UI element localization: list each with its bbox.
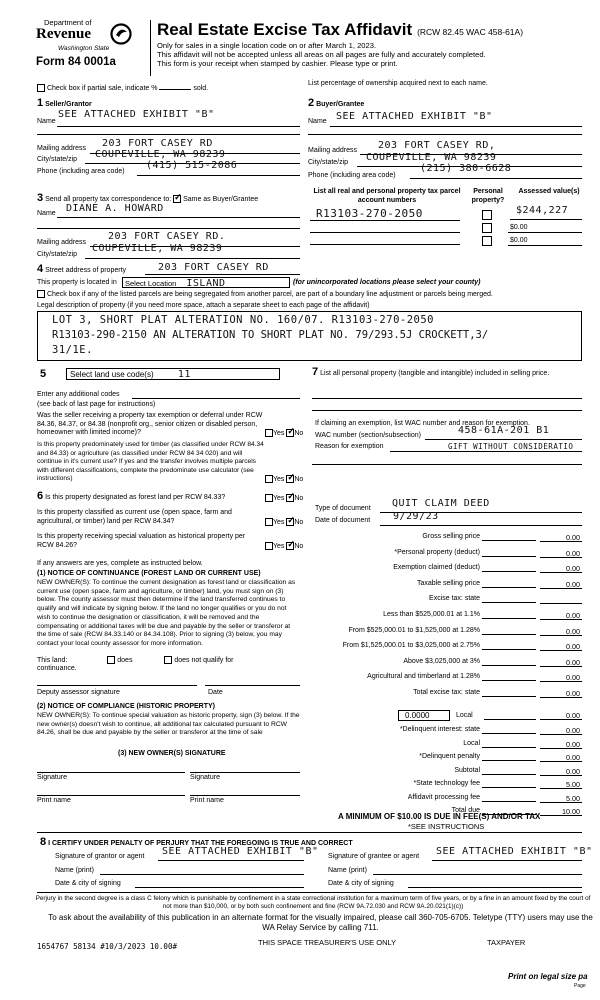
- forest-row: [37, 490, 225, 502]
- grantor-sig-value[interactable]: SEE ATTACHED EXHIBIT "B": [162, 846, 319, 857]
- located-label: This property is located in: [37, 279, 117, 286]
- doc-date-value[interactable]: 9/29/23: [393, 511, 439, 522]
- cashier-stamp: 1654767 58134 #10/3/2023 10.00#: [37, 942, 177, 951]
- grantor-name-label: Name (print): [55, 867, 94, 874]
- see-instructions: *SEE INSTRUCTIONS: [408, 822, 485, 831]
- correspondence-num: 3: [37, 192, 44, 204]
- tax-row-label: Subtotal: [454, 766, 480, 774]
- assessed-header: Assessed value(s): [518, 188, 580, 195]
- tax-row-label: From $525,000.01 to $1,525,000 at 1.28%: [348, 626, 480, 634]
- tax-row-leader: [482, 747, 536, 748]
- partial-sale-checkbox[interactable]: [37, 84, 45, 92]
- tax-row-value: 0.00: [566, 766, 580, 776]
- street-num: 4: [37, 263, 44, 275]
- buyer-name-label: Name: [308, 118, 327, 125]
- historic-no-label: No: [294, 542, 304, 550]
- segregated-checkbox[interactable]: [37, 290, 45, 298]
- partial-sale-label: Check box if partial sale, indicate %: [46, 84, 158, 92]
- tax-row-leader: [482, 760, 536, 761]
- seller-name-value[interactable]: SEE ATTACHED EXHIBIT "B": [58, 109, 215, 120]
- corr-city-label: City/state/zip: [37, 251, 78, 258]
- notice1-title: (1) NOTICE OF CONTINUANCE (FOREST LAND OR CURRENT USE): [37, 570, 261, 577]
- current-no-checkbox[interactable]: ✓: [287, 515, 295, 525]
- seller-city-value[interactable]: COUPEVILLE, WA 98239: [95, 149, 226, 160]
- street-label: Street address of property: [45, 267, 127, 274]
- historic-yes-label: Yes: [273, 542, 285, 550]
- segregated-label: Check box if any of the listed parcels are being segregated from another parcel, are part of a boundary line adjustment or parcels being merged.: [46, 290, 493, 298]
- tax-row-underline: [540, 557, 582, 558]
- form-title-block: [157, 20, 597, 68]
- personal-checkbox-3[interactable]: [482, 236, 492, 246]
- tax-row-leader: [482, 618, 536, 619]
- buyer-city-value[interactable]: COUPEVILLE, WA 98239: [366, 152, 497, 163]
- buyer-addr-label: Mailing address: [308, 147, 358, 154]
- same-as-buyer-checkbox[interactable]: ✓: [174, 192, 182, 203]
- corr-name-label: Name: [37, 210, 56, 217]
- tax-row-leader: [482, 571, 536, 572]
- exempt-yes-label: Yes: [273, 429, 285, 437]
- tax-row-value: 10.00: [562, 807, 580, 816]
- grantee-sig-value[interactable]: SEE ATTACHED EXHIBIT "B": [436, 846, 593, 857]
- notice2-title: (2) NOTICE OF COMPLIANCE (HISTORIC PROPERTY): [37, 703, 215, 710]
- personal-checkbox-2[interactable]: [482, 223, 492, 233]
- tax-row-value: 0.00: [566, 657, 580, 667]
- legal-label: Legal description of property (if you need more space, attach a separate sheet to each page of the affidavit): [37, 302, 370, 309]
- tax-row-label: Total due: [451, 807, 480, 814]
- tax-row-leader: [482, 602, 536, 603]
- doc-type-value[interactable]: QUIT CLAIM DEED: [392, 498, 490, 509]
- historic-yes-checkbox[interactable]: [265, 542, 273, 550]
- forest-yes-label: Yes: [273, 494, 285, 502]
- dept-line1: Department of: [44, 18, 92, 27]
- timber-no-checkbox[interactable]: ✓: [287, 472, 295, 482]
- legal-line-1: LOT 3, SHORT PLAT ALTERATION NO. 160/07. R13103-270-2050: [52, 314, 435, 326]
- deputy-date-label: Date: [208, 689, 223, 696]
- tax-row-label: Agricultural and timberland at 1.28%: [367, 673, 480, 681]
- tax-row-label: Less than $525,000.01 at 1.1%: [383, 611, 480, 618]
- seller-phone-value[interactable]: (415) 515-2086: [146, 160, 238, 171]
- timber-no-label: No: [294, 475, 304, 483]
- notice2-body: NEW OWNER(S): To continue special valuation as historic property, sign (3) below. If the new owner(s) doesn't wish to continue, all additional tax calculated pursuant to RCW 84.26, shall be due and payable by the seller or transferor at the time of sale: [37, 712, 300, 737]
- sec8-num: 8: [40, 836, 47, 848]
- historic-no-checkbox[interactable]: ✓: [287, 539, 295, 549]
- tax-row-value: 0.00: [566, 579, 580, 589]
- dor-swirl-icon: [110, 23, 132, 45]
- land-does-checkbox[interactable]: [107, 656, 115, 664]
- buyer-phone-label: Phone (including area code): [308, 172, 396, 179]
- buyer-city-label: City/state/zip: [308, 159, 349, 166]
- buyer-addr-value[interactable]: 203 FORT CASEY RD,: [378, 140, 496, 151]
- corr-addr-label: Mailing address: [37, 239, 87, 246]
- tax-row-value: 0.00: [566, 533, 580, 542]
- tax-row-leader: [482, 649, 536, 650]
- subtitle-1: Only for sales in a single location code on or after March 1, 2023.: [157, 41, 377, 50]
- continuance-label: continuance.: [37, 665, 77, 672]
- tax-row-leader: [482, 556, 536, 557]
- tax-row-value: 0.00: [566, 626, 580, 636]
- tax-row-label: Total excise tax: state: [413, 689, 480, 696]
- doc-date-label: Date of document: [315, 517, 371, 524]
- segregated-row: [37, 290, 493, 298]
- deputy-sig-label: Deputy assessor signature: [37, 689, 120, 696]
- seller-addr-value[interactable]: 203 FORT CASEY RD: [102, 138, 213, 149]
- tax-row-leader: [482, 733, 536, 734]
- page-label: Page: [574, 983, 586, 989]
- seller-phone-label: Phone (including area code): [37, 168, 125, 175]
- partial-sale-row: [37, 84, 208, 92]
- seller-num: 1: [37, 97, 44, 109]
- land-use-select[interactable]: [66, 368, 280, 380]
- tax-row-leader: [482, 634, 536, 635]
- buyer-num: 2: [308, 97, 315, 109]
- exempt-yes-checkbox[interactable]: [265, 429, 273, 437]
- tax-row-value: 0.00: [566, 726, 580, 735]
- tax-row-value: 0.00: [566, 611, 580, 620]
- local-rate-row: [398, 710, 473, 721]
- availability-notice: To ask about the availability of this publication in an alternate format for the visually impaired, please call 360-705-6705. Teletype (TTY) users may use the WA Relay Service by calling 711.: [48, 913, 593, 932]
- dept-line2: Revenue: [36, 26, 91, 42]
- tax-row-underline: [540, 734, 582, 735]
- sec6-num: 6: [37, 490, 44, 502]
- land-does-label: does: [117, 656, 133, 664]
- assessed-value-2[interactable]: $0.00: [510, 224, 528, 231]
- perjury-notice: Perjury in the second degree is a class C felony which is punishable by confinement in a state correctional institution for a maximum term of five years, or by a fine in an amount fixed by the court of not more than $10,000, or by both such confinement and fine (RCW 9A.72.030 and RCW 9A.20.021(1)(c)): [35, 895, 591, 910]
- personal-checkbox-1[interactable]: [482, 210, 492, 220]
- print-name2-label: Print name: [190, 797, 224, 804]
- list-percentage-note: List percentage of ownership acquired next to each name.: [308, 80, 488, 87]
- grantee-date-label: Date & city of signing: [328, 880, 394, 887]
- legal-description-box[interactable]: [37, 311, 582, 361]
- tax-row-label: Above $3,025,000 at 3%: [403, 657, 480, 665]
- reason-label: Reason for exemption: [315, 443, 384, 450]
- seller-addr-label: Mailing address: [37, 145, 87, 152]
- timber-yesno: [265, 472, 304, 483]
- tax-row-value: 0.00: [566, 689, 580, 698]
- tax-row-underline: [540, 748, 582, 749]
- grantee-sig-label: Signature of grantee or agent: [328, 853, 420, 860]
- tax-row-underline: [540, 775, 582, 776]
- tax-row-label: Affidavit processing fee: [407, 793, 480, 801]
- tax-row-label: Excise tax: state: [429, 595, 480, 603]
- certify-label: I CERTIFY UNDER PENALTY OF PERJURY THAT THE FOREGOING IS TRUE AND CORRECT: [48, 840, 353, 847]
- forest-question: Is this property designated as forest land per RCW 84.33?: [45, 494, 226, 501]
- tax-row-label: *State technology fee: [413, 780, 480, 787]
- assessed-value-3[interactable]: $0.00: [510, 237, 528, 244]
- tax-row-label: Exemption claimed (deduct): [393, 564, 480, 572]
- current-no-label: No: [294, 518, 304, 526]
- county-value: ISLAND: [186, 278, 226, 289]
- sec7-num: 7: [312, 366, 319, 378]
- tax-row-value: 0.00: [566, 548, 580, 558]
- this-land-row: [37, 656, 300, 664]
- tax-row-underline: [540, 761, 582, 762]
- historic-question: Is this property receiving special valuation as historical property per RCW 84.26?: [37, 533, 246, 549]
- print-name1-label: Print name: [37, 797, 71, 804]
- header-divider: [150, 20, 151, 76]
- corr-city-value[interactable]: COUPEVILLE, WA 98239: [92, 243, 223, 254]
- tax-row-underline: [540, 603, 582, 604]
- tax-row-label: Gross selling price: [422, 533, 480, 540]
- land-use-code: 11: [177, 369, 191, 380]
- street-value[interactable]: 203 FORT CASEY RD: [158, 262, 269, 273]
- street-row: [37, 263, 126, 275]
- local-rate-label: Local: [455, 712, 473, 720]
- forest-yes-checkbox[interactable]: [265, 494, 273, 502]
- current-yes-label: Yes: [273, 518, 285, 526]
- legal-line-2: R13103-290-2150 AN ALTERATION TO SHORT PLAT NO. 79/293.5J CROCKETT,3/: [52, 329, 489, 341]
- buyer-heading: [308, 97, 364, 109]
- print-legal-note: Print on legal size pa: [508, 972, 588, 981]
- local-rate-field[interactable]: 0.0000: [398, 710, 450, 721]
- legal-line-3: 31/1E.: [52, 344, 93, 356]
- grantee-name-label: Name (print): [328, 867, 367, 874]
- land-does-not-label: does not qualify for: [174, 656, 234, 664]
- land-use-select-label: Select land use code(s): [70, 370, 154, 379]
- if-any-yes: If any answers are yes, complete as instructed below.: [37, 560, 203, 567]
- timber-yes-label: Yes: [273, 475, 285, 483]
- corr-name-value[interactable]: DIANE A. HOWARD: [66, 203, 164, 214]
- seller-heading: [37, 97, 92, 109]
- subtitle-3: This form is your receipt when stamped by cashier. Please type or print.: [157, 59, 398, 68]
- current-yes-checkbox[interactable]: [265, 518, 273, 526]
- tax-row-label: *Delinquent penalty: [419, 753, 480, 760]
- buyer-name-value[interactable]: SEE ATTACHED EXHIBIT "B": [336, 111, 493, 122]
- sec5-num: 5: [40, 368, 47, 380]
- tax-row-underline: [540, 681, 582, 682]
- tax-row-underline: [540, 666, 582, 667]
- this-land-label: This land:: [37, 656, 68, 664]
- forest-yesno: [265, 491, 304, 502]
- tax-row-label: Taxable selling price: [416, 579, 480, 587]
- current-use-yesno: [265, 515, 304, 526]
- dept-line3: Washington State: [58, 45, 110, 52]
- exemption-yesno: [265, 426, 304, 437]
- tax-row-value: 0.00: [566, 642, 580, 652]
- tax-row-value: 5.00: [566, 793, 580, 803]
- tax-row-underline: [540, 802, 582, 803]
- tax-row-value: 0.00: [566, 564, 580, 574]
- tax-row-underline: [540, 541, 582, 542]
- seller-city-label: City/state/zip: [37, 156, 78, 163]
- tax-row-leader: [482, 680, 536, 681]
- tax-row-underline: [540, 650, 582, 651]
- treasurer-use: THIS SPACE TREASURER'S USE ONLY: [258, 938, 397, 947]
- reason-value[interactable]: GIFT WITHOUT CONSIDERATIO: [448, 442, 574, 451]
- tax-row-value: 0.00: [566, 673, 580, 683]
- tax-row-value: 5.00: [566, 780, 580, 789]
- tax-row-value: 0.00: [566, 739, 580, 749]
- taxpayer-label: TAXPAYER: [487, 938, 526, 947]
- tax-row-label: *Personal property (deduct): [394, 548, 480, 556]
- local-tax-value: 0.00: [566, 711, 580, 720]
- tax-row-leader: [482, 774, 536, 775]
- location-select[interactable]: [122, 277, 290, 288]
- unincorporated-note: (for unincorporated locations please select your county): [293, 279, 481, 286]
- tax-row-leader: [482, 665, 536, 666]
- parcel-number[interactable]: R13103-270-2050: [316, 207, 423, 220]
- partial-sold-label: sold.: [193, 84, 209, 92]
- same-as-buyer-label: Same as Buyer/Grantee: [183, 196, 259, 203]
- claim-exemption-label: If claiming an exemption, list WAC number and reason for exemption.: [315, 420, 530, 427]
- tax-row-leader: [482, 801, 536, 802]
- assessed-value-1[interactable]: $244,227: [516, 205, 569, 216]
- sig1-label: Signature: [37, 774, 67, 781]
- tax-row-underline: [540, 788, 582, 789]
- seller-name-label: Name: [37, 118, 56, 125]
- forest-no-checkbox[interactable]: ✓: [287, 491, 295, 501]
- tax-row-label: *Delinquent interest: state: [399, 726, 480, 733]
- notice3-title: (3) NEW OWNER(S) SIGNATURE: [118, 750, 226, 757]
- subtitle-2: This affidavit will not be accepted unless all areas on all pages are fully and accurately completed.: [157, 50, 486, 59]
- sec7-label: List all personal property (tangible and intangible) included in selling price.: [320, 370, 550, 377]
- tax-row-underline: [540, 697, 582, 698]
- corr-addr-value[interactable]: 203 FORT CASEY RD.: [108, 231, 226, 242]
- tax-row-leader: [482, 696, 536, 697]
- doc-type-label: Type of document: [315, 505, 371, 512]
- current-use-question: Is this property classified as current use (open space, farm and agricultural, or timber) land per RCW 84.34?: [37, 509, 232, 525]
- tax-row-value: 0.00: [566, 753, 580, 762]
- notice1-body: NEW OWNER(S): To continue the current designation as forest land or classification as current use (open space, farm and agriculture, or timber) land, you must sign on (3) below. The county assessor must then determine if the land transferred continues to qualify and will indicate by signing below. If the land no longer qualifies or you do not wish to continue the designation or classification, it will be removed and the compensating or additional taxes will be due and payable by the seller or transferor at the time of sale (RCW 84.33.140 or 84.34.108). Prior to signing (3) below, you may contact your local county assessor for more information.: [37, 579, 296, 647]
- tax-row-underline: [540, 619, 582, 620]
- personal-header: Personal property?: [471, 188, 505, 204]
- tax-row-leader: [482, 587, 536, 588]
- tax-row-label: From $1,525,000.01 to $3,025,000 at 2.75%: [342, 642, 480, 650]
- tax-row-leader: [482, 787, 536, 788]
- tax-row-underline: [540, 815, 582, 816]
- additional-codes-label: Enter any additional codes: [37, 391, 120, 398]
- form-number: Form 84 0001a: [36, 56, 116, 68]
- exempt-no-label: No: [294, 429, 304, 437]
- tax-row-underline: [540, 635, 582, 636]
- form-rcw: (RCW 82.45 WAC 458-61A): [417, 27, 524, 37]
- minimum-due: A MINIMUM OF $10.00 IS DUE IN FEE(S) AND/OR TAX: [338, 812, 541, 821]
- forest-no-label: No: [294, 494, 304, 502]
- location-select-label: Select Location: [125, 279, 177, 288]
- tax-row-underline: [540, 572, 582, 573]
- tax-row-leader: [482, 540, 536, 541]
- grantor-sig-label: Signature of grantor or agent: [55, 853, 145, 860]
- parcel-header: List all real and personal property tax parcel account numbers: [313, 188, 461, 204]
- tax-row-label: Local: [463, 739, 480, 747]
- seller-title: Seller/Grantor: [45, 101, 92, 108]
- wac-value[interactable]: 458-61A-201 B1: [458, 425, 550, 436]
- timber-yes-checkbox[interactable]: [265, 475, 273, 483]
- buyer-phone-value[interactable]: (215) 380-6628: [420, 163, 512, 174]
- form-title: Real Estate Excise Tax Affidavit: [157, 20, 413, 39]
- sec7-row: [312, 368, 584, 379]
- grantor-date-label: Date & city of signing: [55, 880, 121, 887]
- tax-row-underline: [540, 588, 582, 589]
- dor-logo: [36, 18, 146, 78]
- sig2-label: Signature: [190, 774, 220, 781]
- wac-label: WAC number (section/subsection): [315, 432, 421, 439]
- correspondence-label: Send all property tax correspondence to:: [45, 196, 172, 203]
- exempt-no-checkbox[interactable]: ✓: [287, 426, 295, 436]
- land-does-not-checkbox[interactable]: [164, 656, 172, 664]
- exemption-question: Was the seller receiving a property tax exemption or deferral under RCW 84.36, 84.37, or 84.38 (nonprofit org., senior citizen or disabled person, homeowner with limited income)?: [37, 412, 263, 437]
- historic-yesno: [265, 539, 304, 550]
- timber-question: Is this property predominately used for timber (as classified under RCW 84.34 and 84.33) or agriculture (as classified under RCW 84 34 020) and will continue in it's current use? If yes and the transfer involves multiple parcels with different classifications, complete the predominate use calculator (see instructions): [37, 441, 264, 483]
- buyer-title: Buyer/Grantee: [316, 101, 365, 108]
- see-back-label: (see back of last page for instructions): [37, 401, 156, 408]
